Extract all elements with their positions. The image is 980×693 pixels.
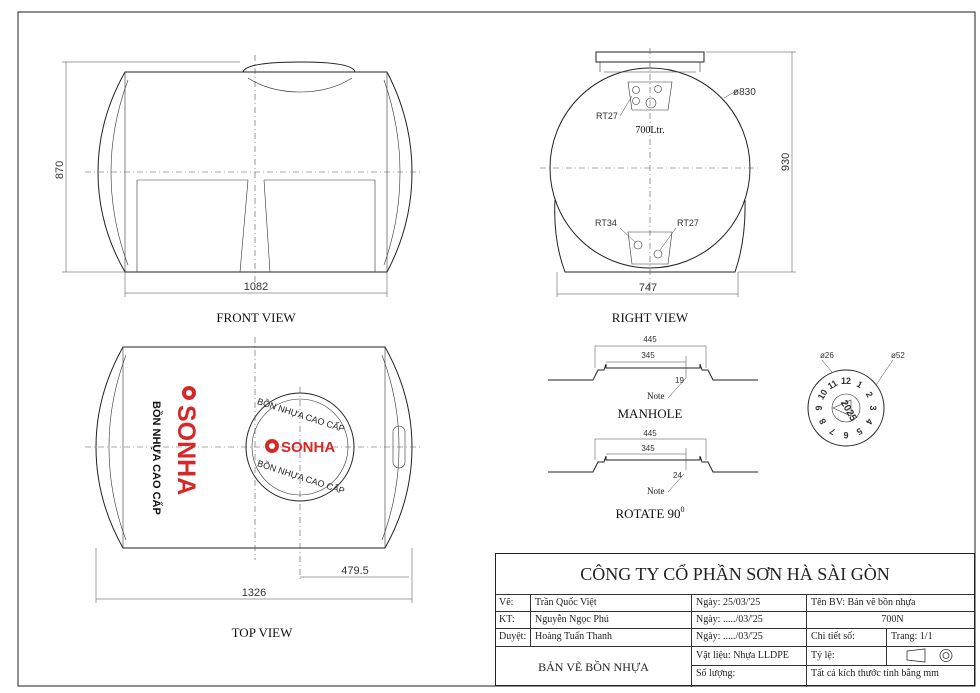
company-name: CÔNG TY CỔ PHẦN SƠN HÀ SÀI GÒN [580,564,890,584]
ten-ban-ve: Tên BV: Bản vẽ bồn nhựa [811,597,916,608]
rotate-depth-dim: 24 [673,471,682,480]
trang: Trang: 1/1 [891,631,933,642]
front-view-label: FRONT VIEW [216,310,296,325]
ngay-3: Ngày: ...../03/'25 [696,631,763,642]
manhole-inner-dim: 345 [641,351,655,360]
dial-year: 2025 [837,398,859,424]
front-width-dim: 1082 [243,281,269,293]
manhole-slogan-bottom: BỒN NHỰA CAO CẤP [256,458,346,496]
dial-month-4: 4 [863,416,875,427]
top-view-label: TOP VIEW [231,625,293,640]
rotate-section [548,429,758,521]
manhole-label: MANHOLE [617,406,683,421]
right-view [540,48,796,325]
ty-le: Tỷ lệ: [811,650,835,661]
vat-lieu: Vật liệu: Nhựa LLDPE [696,650,789,661]
manhole-section [548,335,758,421]
right-view-label: RIGHT VIEW [611,310,689,325]
rotate-note: Note [647,486,665,496]
projection-icon [891,647,971,664]
manhole-slogan-top: BỒN NHỰA CAO CẤP [256,396,346,434]
dial-month-8: 8 [817,416,829,427]
drawing-title: BẢN VẼ BỒN NHỰA [538,660,649,674]
right-diameter-dim: ø830 [733,87,756,98]
title-block [495,553,975,686]
rt27-top-label: RT27 [596,111,618,121]
manhole-note: Note [647,391,665,401]
dial-month-10: 10 [815,387,830,402]
ve-name: Trần Quốc Việt [535,597,597,608]
rt27-bottom-label: RT27 [677,218,699,228]
rotate-inner-dim: 345 [641,444,655,453]
dial-month-1: 1 [854,379,865,391]
top-width-dim: 1326 [241,587,267,599]
duyet-name: Hoàng Tuấn Thanh [535,631,613,642]
dial-month-5: 5 [854,425,865,437]
kt-label: KT: [499,614,515,625]
dial-inner-dim: ø26 [820,351,834,360]
dial-outer-dim: ø52 [891,351,905,360]
ve-label: Vẽ: [499,597,514,608]
chi-tiet-so: Chi tiết số: [811,631,855,642]
unit-note: Tất cả kích thước tính bằng mm [811,668,939,679]
right-width-dim: 747 [638,282,658,294]
manhole-logo [256,395,346,496]
sonha-logo [150,386,200,515]
dial-month-7: 7 [827,425,838,437]
ngay-2: Ngày: ...../03/'25 [696,614,763,625]
projection-symbol [888,647,974,665]
brand-name: SONHA [172,405,200,496]
rotate-outer-dim: 445 [643,429,657,438]
rt34-label: RT34 [595,218,617,228]
capacity-label: 700Ltr. [635,125,665,136]
model-number: 700N [881,614,904,625]
manhole-brand: SONHA [281,439,336,456]
dial-month-9: 9 [814,405,824,411]
so-luong: Số lượng: [696,668,736,679]
date-dial [808,351,905,446]
right-height-dim: 930 [780,152,792,172]
kt-name: Nguyễn Ngọc Phú [535,614,609,625]
top-view [85,337,420,640]
dial-month-11: 11 [825,377,840,392]
ngay-1: Ngày: 25/03/'25 [696,597,761,608]
manhole-depth-dim: 19 [675,376,684,385]
dial-month-2: 2 [863,389,875,400]
dial-month-12: 12 [840,376,852,386]
duyet-label: Duyệt: [499,631,527,642]
dial-month-6: 6 [843,430,849,440]
manhole-outer-dim: 445 [643,335,657,344]
top-offset-dim: 479.5 [341,565,369,577]
front-height-dim: 870 [54,160,66,180]
dial-month-3: 3 [868,405,878,411]
brand-slogan: BỒN NHỰA CAO CẤP [150,401,162,515]
front-view [54,55,420,325]
rotate-label: ROTATE $90^0$ [615,505,685,521]
